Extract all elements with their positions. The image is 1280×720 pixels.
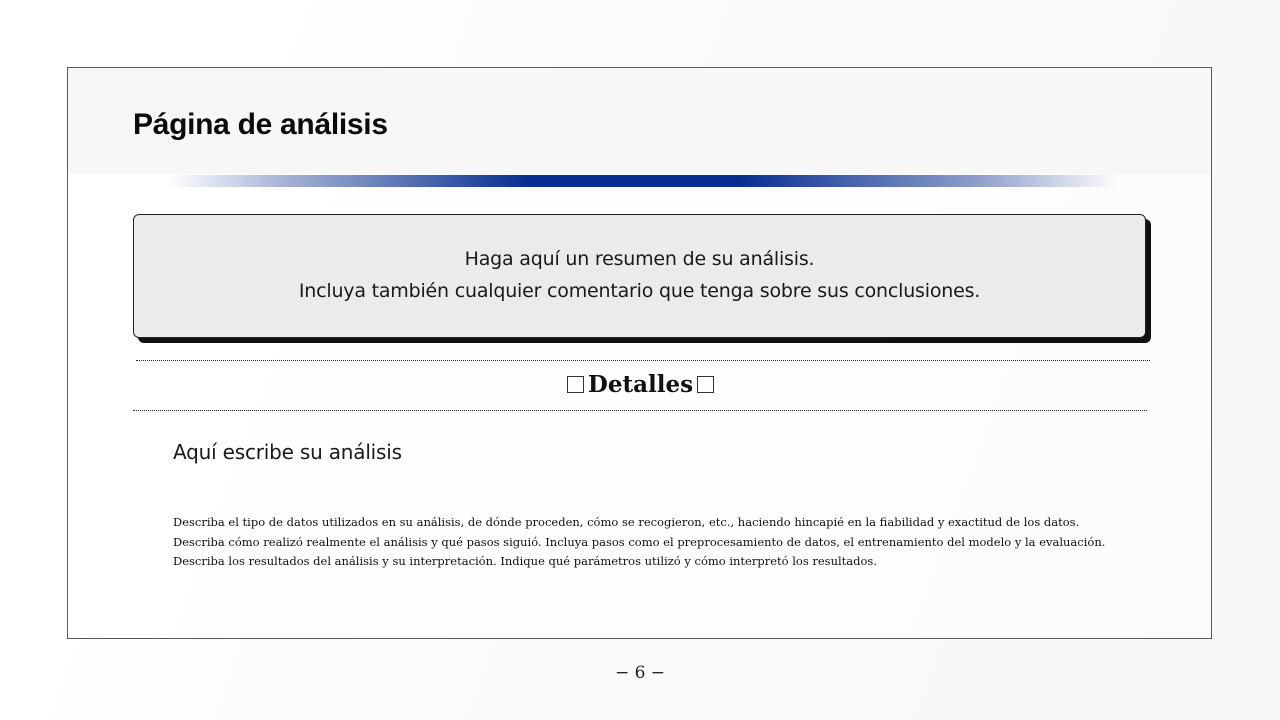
page-title: Página de análisis [133,108,388,141]
details-heading [68,371,1213,398]
analysis-description-list [173,513,1105,572]
summary-box [133,214,1146,338]
dotted-divider-top [136,360,1150,361]
square-icon [567,376,584,393]
dotted-divider-bottom [133,410,1147,411]
analysis-title: Aquí escribe su análisis [173,440,402,464]
slide-frame [67,67,1212,639]
list-item: Describa los resultados del análisis y su interpretación. Indique qué parámetros utilizó y cómo interpretó los resultados. [173,554,877,568]
list-item: Describa cómo realizó realmente el análisis y qué pasos siguió. Incluya pasos como el preprocesamiento de datos, el entrenamiento del modelo y la evaluación. [173,534,1106,549]
accent-gradient-bar [168,175,1118,187]
summary-line: Haga aquí un resumen de su análisis. [464,248,815,270]
square-icon [697,376,714,393]
list-item: Describa el tipo de datos utilizados en su análisis, de dónde proceden, cómo se recogieron, etc., haciendo hincapié en la fiabilidad y exactitud de los datos. [173,515,1080,529]
details-heading-text: Detalles [587,371,694,398]
page-number: − 6 − [614,663,666,683]
summary-line: Incluya también cualquier comentario que tenga sobre sus conclusiones. [298,280,981,302]
